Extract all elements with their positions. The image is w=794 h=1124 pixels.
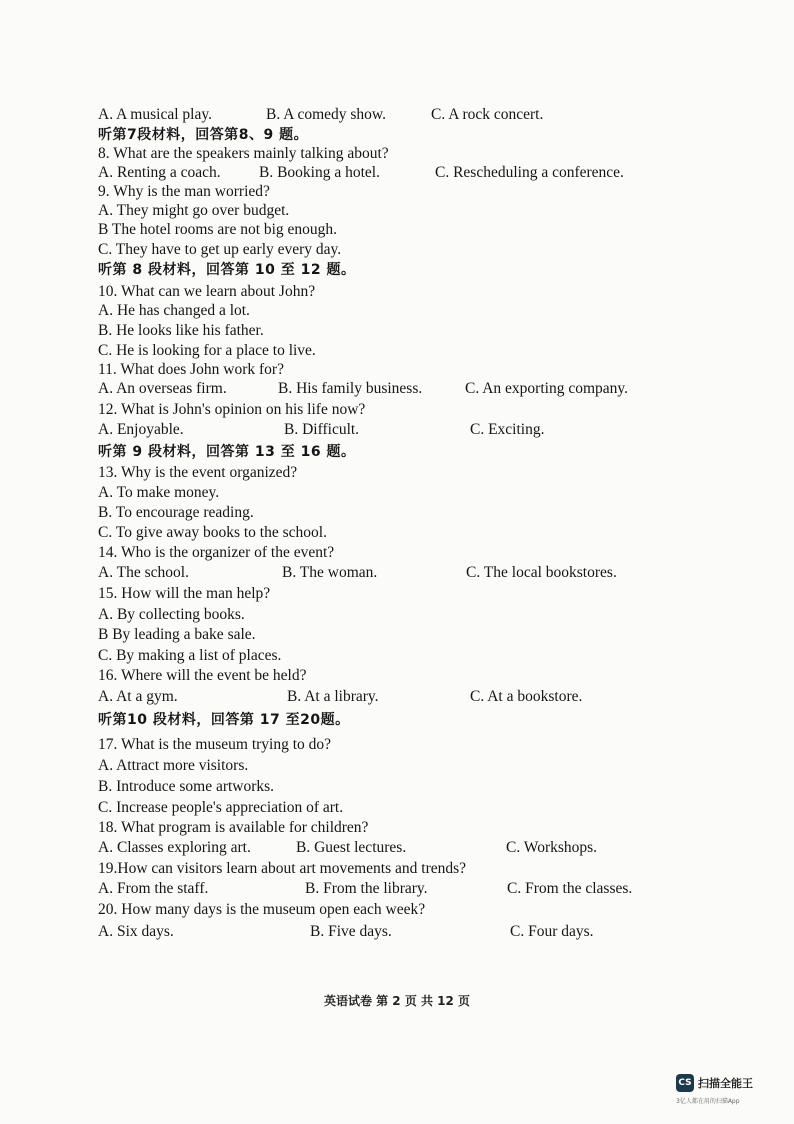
q18-option-c: C. Workshops. — [506, 839, 598, 856]
q13-option-a: A. To make money. — [98, 484, 220, 501]
q11-stem: 11. What does John work for? — [98, 361, 284, 378]
q9-option-c-line — [0, 240, 794, 260]
page-footer: 英语试卷 第 2 页 共 12 页 — [323, 994, 471, 1008]
q18-option-a: A. Classes exploring art. — [98, 839, 251, 856]
q12-option-c: C. Exciting. — [470, 421, 545, 438]
q17-option-c-line — [0, 798, 794, 818]
q9-option-c: C. They have to get up early every day. — [98, 241, 342, 258]
q8-stem: 8. What are the speakers mainly talking about? — [98, 145, 389, 162]
q7-option-a: A. A musical play. — [98, 106, 212, 123]
q14-option-a: A. The school. — [98, 564, 189, 581]
q14-options — [0, 563, 794, 583]
q16-options — [0, 687, 794, 707]
q17-option-a: A. Attract more visitors. — [98, 757, 249, 774]
q15-stem: 15. How will the man help? — [98, 585, 271, 602]
q7-option-c: C. A rock concert. — [431, 106, 544, 123]
q17-option-b: B. Introduce some artworks. — [98, 778, 275, 795]
q8-options — [0, 163, 794, 183]
q9-option-a-line — [0, 201, 794, 221]
watermark-name: 扫描全能王 — [698, 1077, 753, 1090]
watermark-tagline: 3亿人都在用的扫描App — [676, 1098, 740, 1105]
q18-stem: 18. What program is available for children? — [98, 819, 369, 836]
q12-option-a: A. Enjoyable. — [98, 421, 184, 438]
q20-option-b: B. Five days. — [310, 923, 392, 940]
q10-option-a: A. He has changed a lot. — [98, 302, 250, 319]
q9-option-a: A. They might go over budget. — [98, 202, 290, 219]
q19-option-a: A. From the staff. — [98, 880, 209, 897]
q8-option-a: A. Renting a coach. — [98, 164, 221, 181]
q11-option-a: A. An overseas firm. — [98, 380, 227, 397]
q13-stem: 13. Why is the event organized? — [98, 464, 298, 481]
q10-stem: 10. What can we learn about John? — [98, 283, 316, 300]
q18-option-b: B. Guest lectures. — [296, 839, 407, 856]
section-9-heading: 听第 9 段材料，回答第 13 至 16 题。 — [98, 444, 356, 460]
q15-option-b-line — [0, 625, 794, 645]
q9-stem: 9. Why is the man worried? — [98, 183, 270, 200]
q14-option-b: B. The woman. — [282, 564, 378, 581]
q15-option-a: A. By collecting books. — [98, 606, 245, 623]
q19-stem: 19.How can visitors learn about art movements and trends? — [98, 860, 467, 877]
q11-option-b: B. His family business. — [278, 380, 423, 397]
q9-option-b-line — [0, 220, 794, 240]
q14-option-c: C. The local bookstores. — [466, 564, 617, 581]
q10-option-b-line — [0, 321, 794, 341]
q10-option-b: B. He looks like his father. — [98, 322, 264, 339]
q9-option-b: B The hotel rooms are not big enough. — [98, 221, 338, 238]
q19-options — [0, 879, 794, 899]
q17-stem: 17. What is the museum trying to do? — [98, 736, 332, 753]
section-8-heading: 听第 8 段材料，回答第 10 至 12 题。 — [98, 262, 356, 278]
q11-option-c: C. An exporting company. — [465, 380, 629, 397]
q16-option-b: B. At a library. — [287, 688, 379, 705]
q20-options — [0, 922, 794, 942]
q19-option-b: B. From the library. — [305, 880, 428, 897]
q20-option-a: A. Six days. — [98, 923, 174, 940]
q15-option-c: C. By making a list of places. — [98, 647, 282, 664]
camscanner-logo-icon: CS — [676, 1074, 694, 1092]
q17-option-a-line — [0, 756, 794, 776]
q7-option-b: B. A comedy show. — [266, 106, 386, 123]
q15-option-c-line — [0, 646, 794, 666]
scanner-watermark — [676, 1074, 786, 1110]
q11-options — [0, 379, 794, 399]
q10-option-c-line — [0, 341, 794, 361]
q15-option-a-line — [0, 605, 794, 625]
q8-option-c: C. Rescheduling a conference. — [435, 164, 624, 181]
q18-options — [0, 838, 794, 858]
section-7-heading: 听第7段材料，回答第8、9 题。 — [98, 127, 309, 143]
q12-stem: 12. What is John's opinion on his life now? — [98, 401, 366, 418]
q13-option-b-line — [0, 503, 794, 523]
q16-stem: 16. Where will the event be held? — [98, 667, 307, 684]
q13-option-c-line — [0, 523, 794, 543]
q16-option-c: C. At a bookstore. — [470, 688, 583, 705]
q13-option-a-line — [0, 483, 794, 503]
q13-option-c: C. To give away books to the school. — [98, 524, 327, 541]
q19-option-c: C. From the classes. — [507, 880, 633, 897]
q20-option-c: C. Four days. — [510, 923, 594, 940]
q15-option-b: B By leading a bake sale. — [98, 626, 256, 643]
q14-stem: 14. Who is the organizer of the event? — [98, 544, 335, 561]
q12-options — [0, 420, 794, 440]
section-10-heading: 听第10 段材料，回答第 17 至20题。 — [98, 712, 350, 728]
q17-option-c: C. Increase people's appreciation of art. — [98, 799, 344, 816]
q10-option-a-line — [0, 301, 794, 321]
q8-option-b: B. Booking a hotel. — [259, 164, 380, 181]
q12-option-b: B. Difficult. — [284, 421, 360, 438]
q17-option-b-line — [0, 777, 794, 797]
q7-options — [0, 105, 794, 125]
q20-stem: 20. How many days is the museum open each week? — [98, 901, 426, 918]
q16-option-a: A. At a gym. — [98, 688, 178, 705]
q13-option-b: B. To encourage reading. — [98, 504, 254, 521]
q10-option-c: C. He is looking for a place to live. — [98, 342, 316, 359]
